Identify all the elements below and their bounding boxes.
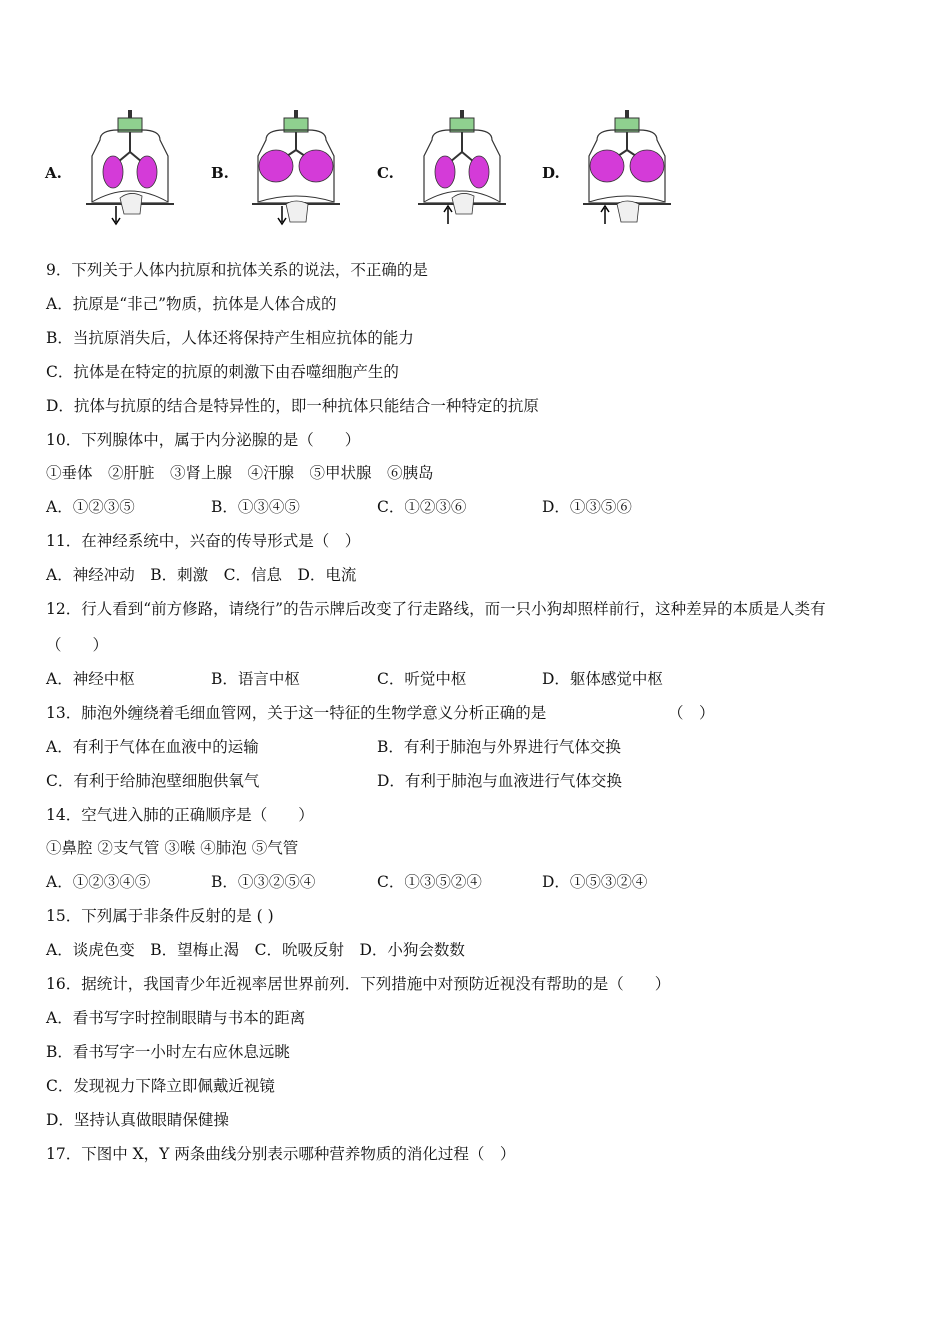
- figure-b-label: B.: [211, 164, 229, 182]
- question-12-option-b: B．语言中枢: [211, 670, 300, 688]
- question-10-option-d: D．①③⑤⑥: [542, 498, 632, 516]
- question-11-stem: 11．在神经系统中，兴奋的传导形式是（ ）: [46, 532, 361, 550]
- question-10-option-a: A．①②③⑤: [46, 498, 135, 516]
- question-13-option-c: C．有利于给肺泡壁细胞供氧气: [46, 772, 260, 790]
- question-10-stem: 10．下列腺体中，属于内分泌腺的是（ ）: [46, 431, 361, 449]
- question-12-stem-paren: （ ）: [46, 636, 109, 654]
- figure-c: [377, 100, 507, 235]
- question-14-option-c: C．①③⑤②④: [377, 873, 482, 891]
- question-10-option-c: C．①②③⑥: [377, 498, 467, 516]
- bell-jar-small-lungs-down-icon: [80, 100, 180, 232]
- question-13-option-d: D．有利于肺泡与血液进行气体交换: [377, 772, 622, 790]
- figure-d-label: D.: [542, 164, 560, 182]
- question-12-option-a: A．神经中枢: [46, 670, 135, 688]
- question-10-items: ①垂体 ②肝脏 ③肾上腺 ④汗腺 ⑤甲状腺 ⑥胰岛: [46, 464, 434, 482]
- question-15-options: A．谈虎色变 B．望梅止渴 C．吮吸反射 D．小狗会数数: [46, 941, 465, 959]
- question-16-option-b: B．看书写字一小时左右应休息远眺: [46, 1043, 290, 1061]
- figure-a-label: A.: [45, 164, 62, 182]
- question-11-options: A．神经冲动 B．刺激 C．信息 D．电流: [46, 566, 357, 584]
- question-14-option-d: D．①⑤③②④: [542, 873, 648, 891]
- question-9-stem: 9．下列关于人体内抗原和抗体关系的说法，不正确的是: [46, 261, 428, 279]
- question-9-option-a: A．抗原是“非己”物质，抗体是人体合成的: [46, 295, 337, 313]
- question-14-items: ①鼻腔 ②支气管 ③喉 ④肺泡 ⑤气管: [46, 839, 299, 857]
- question-9-option-c: C．抗体是在特定的抗原的刺激下由吞噬细胞产生的: [46, 363, 399, 381]
- question-14-option-a: A．①②③④⑤: [46, 873, 151, 891]
- question-16-option-c: C．发现视力下降立即佩戴近视镜: [46, 1077, 275, 1095]
- question-9-option-b: B．当抗原消失后，人体还将保持产生相应抗体的能力: [46, 329, 414, 347]
- question-12-option-d: D．躯体感觉中枢: [542, 670, 663, 688]
- question-14-option-b: B．①③②⑤④: [211, 873, 316, 891]
- question-17-stem: 17．下图中 X，Y 两条曲线分别表示哪种营养物质的消化过程（ ）: [46, 1145, 516, 1163]
- question-10-option-b: B．①③④⑤: [211, 498, 300, 516]
- question-12-stem: 12．行人看到“前方修路，请绕行”的告示牌后改变了行走路线，而一只小狗却照样前行，这种差异的本质是人类有: [46, 600, 826, 618]
- figure-c-label: C.: [377, 164, 394, 182]
- question-13-stem: 13．肺泡外缠绕着毛细血管网，关于这一特征的生物学意义分析正确的是: [46, 704, 547, 722]
- figure-d: [542, 100, 672, 235]
- question-16-option-a: A．看书写字时控制眼睛与书本的距离: [46, 1009, 306, 1027]
- question-9-option-d: D．抗体与抗原的结合是特异性的，即一种抗体只能结合一种特定的抗原: [46, 397, 539, 415]
- question-16-option-d: D．坚持认真做眼睛保健操: [46, 1111, 229, 1129]
- figure-a: [45, 100, 175, 235]
- question-15-stem: 15．下列属于非条件反射的是 ( ): [46, 907, 274, 925]
- bell-jar-large-lungs-up-icon: [577, 100, 677, 232]
- question-16-stem: 16．据统计，我国青少年近视率居世界前列．下列措施中对预防近视没有帮助的是（ ）: [46, 975, 671, 993]
- bell-jar-large-lungs-down-icon: [246, 100, 346, 232]
- bell-jar-figures: [0, 100, 950, 235]
- question-12-option-c: C．听觉中枢: [377, 670, 467, 688]
- bell-jar-small-lungs-up-icon: [412, 100, 512, 232]
- question-13-paren: （ ）: [668, 704, 715, 722]
- figure-b: [211, 100, 341, 235]
- question-14-stem: 14．空气进入肺的正确顺序是（ ）: [46, 806, 314, 824]
- question-13-option-b: B．有利于肺泡与外界进行气体交换: [377, 738, 621, 756]
- question-13-option-a: A．有利于气体在血液中的运输: [46, 738, 259, 756]
